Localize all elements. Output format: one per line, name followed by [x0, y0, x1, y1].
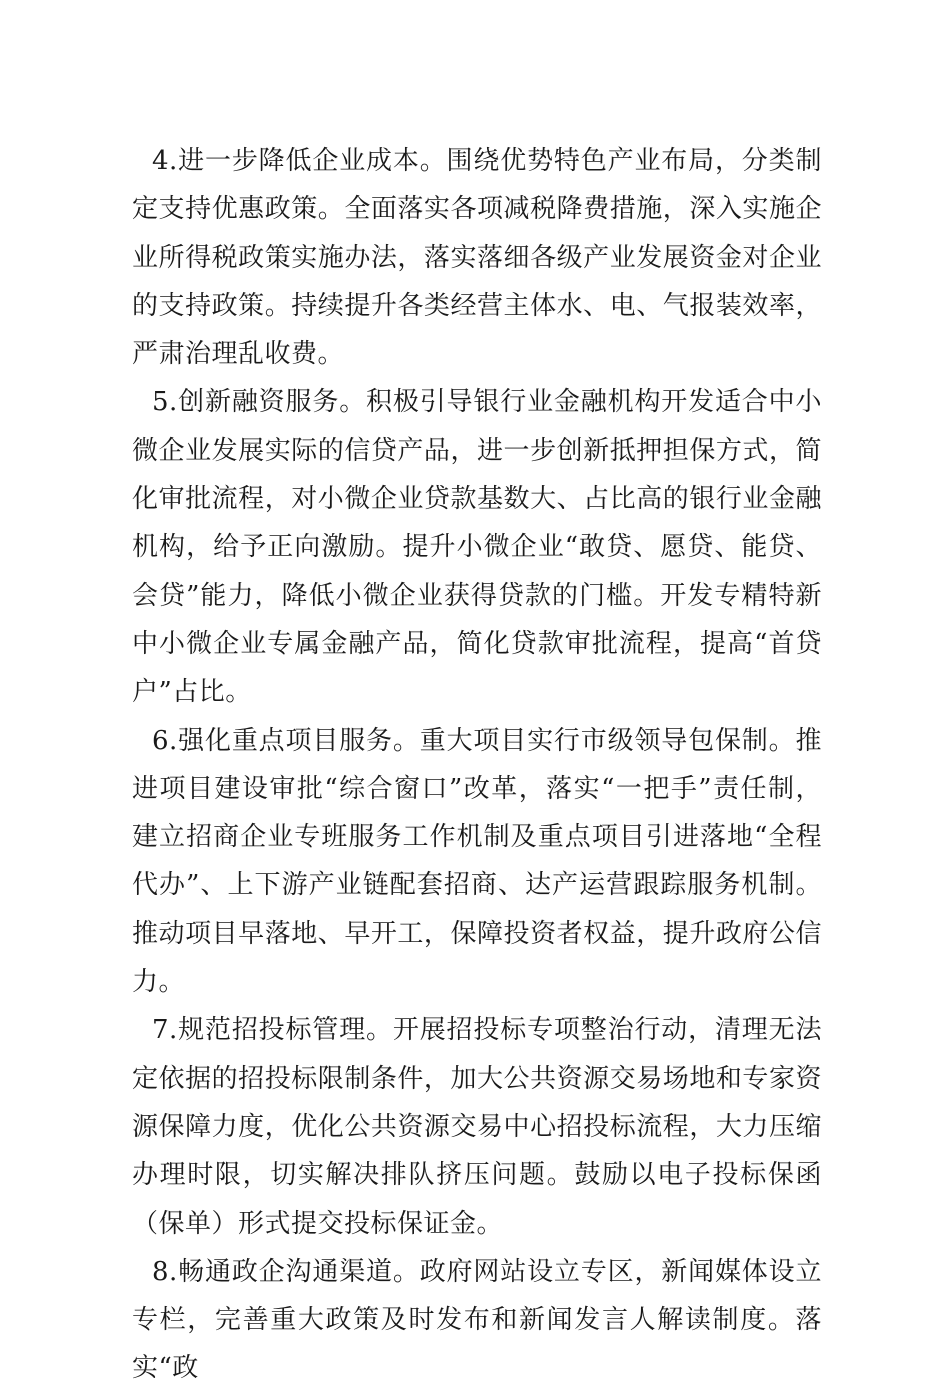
paragraph-item-5: 5.创新融资服务。积极引导银行业金融机构开发适合中小微企业发展实际的信贷产品，进一步创新抵押担保方式，简化审批流程，对小微企业贷款基数大、占比高的银行业金融机构，给予正向激励。提升小微企业“敢贷、愿贷、能贷、会贷”能力，降低小微企业获得贷款的门槛。开发专精特新中小微企业专属金融产品，简化贷款审批流程，提高“首贷户”占比。	[132, 387, 822, 708]
paragraph-item-7: 7.规范招投标管理。开展招投标专项整治行动，清理无法定依据的招投标限制条件，加大公共资源交易场地和专家资源保障力度，优化公共资源交易中心招投标流程，大力压缩办理时限，切实解决排队挤压问题。鼓励以电子投标保函（保单）形式提交投标保证金。	[132, 1015, 822, 1239]
paragraph-item-6: 6.强化重点项目服务。重大项目实行市级领导包保制。推进项目建设审批“综合窗口”改革，落实“一把手”责任制，建立招商企业专班服务工作机制及重点项目引进落地“全程代办”、上下游产业链配套招商、达产运营跟踪服务机制。推动项目早落地、早开工，保障投资者权益，提升政府公信力。	[132, 725, 822, 998]
paragraph-item-8: 8.畅通政企沟通渠道。政府网站设立专区，新闻媒体设立专栏，完善重大政策及时发布和新闻发言人解读制度。落实“政	[132, 1256, 822, 1384]
document-body	[132, 137, 822, 1393]
paragraph-item-4: 4.进一步降低企业成本。围绕优势特色产业布局，分类制定支持优惠政策。全面落实各项减税降费措施，深入实施企业所得税政策实施办法，落实落细各级产业发展资金对企业的支持政策。持续提升各类经营主体水、电、气报装效率，严肃治理乱收费。	[132, 146, 822, 370]
